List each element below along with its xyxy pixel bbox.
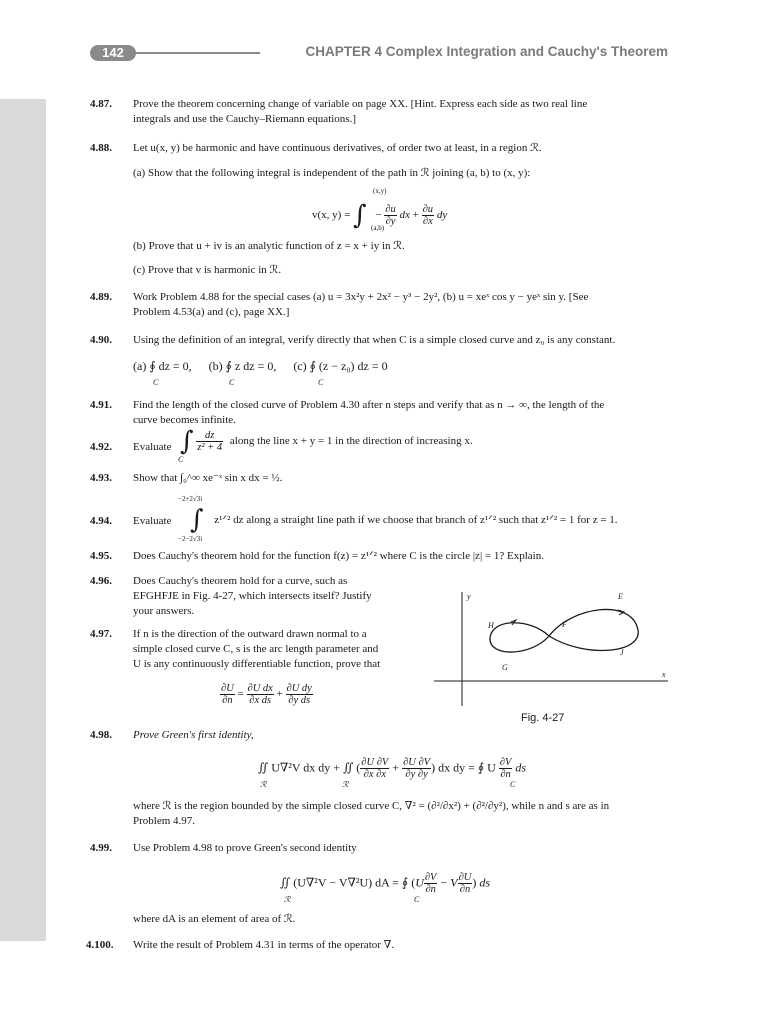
label-j: J [620, 648, 624, 657]
integral-4-94 [190, 505, 618, 535]
problem-number: 4.100. [86, 939, 114, 951]
integral-sign: ∫ [190, 505, 204, 535]
contour-label: C [510, 780, 516, 789]
integral-upper-limit: −2+2√3i [178, 495, 203, 503]
contour-label: C [414, 895, 420, 904]
text-line: Work Problem 4.88 for the special cases (a) u = 3x²y + 2x² − y³ − 2y², (b) u = xeˣ cos y − yeˣ sin y. [See [133, 291, 589, 303]
equation-c: (c) ∮ (z − z₀) dz = 0 [293, 359, 388, 373]
text-line: EFGHFJE in Fig. 4-27, which intersects itself? Justify [133, 590, 372, 602]
text-line: U is any continuously differentiable function, prove that [133, 658, 381, 670]
problem-text: Evaluate [133, 515, 172, 527]
where-text: Problem 4.97. [133, 815, 196, 827]
problem-text [133, 627, 380, 672]
equation-part: ∬ U∇²V dx dy + [258, 760, 341, 775]
contour-label: C [153, 378, 159, 387]
problem-text [133, 398, 604, 428]
fraction: $\frac{dz}{\text{z² + 4}}$ [197, 430, 223, 453]
part-c: (c) Prove that v is harmonic in ℛ. [133, 264, 282, 276]
integral-4-92 [180, 426, 473, 457]
part-a: (a) Show that the following integral is independent of the path in ℛ joining (a, b) to (x, y): [133, 167, 531, 179]
equation-part: ∬ [343, 760, 354, 775]
problem-text: Show that ∫₀^∞ xe⁻ˣ sin x dx = ½. [133, 472, 283, 484]
integral-sign: ∫ [353, 200, 367, 231]
label-y: y [467, 592, 471, 601]
problem-text [133, 97, 587, 127]
green-second-identity: ∬ (U∇²V − V∇²U) dA = ∮ (U $\frac{\partial V}{\partial n}$ − V $\frac{\partial U}{\partial n}$ ) ds [280, 872, 491, 895]
contour-label: C [178, 455, 184, 464]
problem-text [133, 290, 588, 320]
chapter-title: CHAPTER 4 Complex Integration and Cauchy's Theorem [305, 44, 668, 59]
problem-text: z¹ᐟ² dz along a straight line path if we choose that branch of z¹ᐟ² such that z¹ᐟ² = 1 for z = 1. [214, 513, 618, 526]
problem-text: Using the definition of an integral, verify directly that when C is a simple closed curve and z₀ is any constant. [133, 334, 616, 346]
green-first-identity: ∬ U∇²V dx dy + ∬ ( $\frac{\partial U \partial V}{\partial x \partial x}$ + $\frac{\partial U \partial V}{\partial y \partial y}$ ) dx dy = ∮ U $\frac{\partial V}{\partial n}$ ds [258, 757, 527, 780]
text-line: curve becomes infinite. [133, 414, 236, 426]
text-line: Problem 4.53(a) and (c), page XX.] [133, 306, 290, 318]
where-text: where ℛ is the region bounded by the simple closed curve C, ∇² = (∂²/∂x²) + (∂²/∂y²), while n and s are as in [133, 800, 610, 812]
problem-number: 4.87. [90, 98, 112, 110]
equation-4-97: $\frac{\partial U}{\partial n}$ = $\frac{\text{∂U dx}}{\text{∂x ds}}$ + $\frac{\text{∂U dy}}{\text{∂y ds}}$ [221, 683, 312, 706]
problem-number: 4.96. [90, 575, 112, 587]
part-b: (b) Prove that u + iv is an analytic function of z = x + iy in ℛ. [133, 240, 405, 252]
arrow-icon [618, 610, 624, 615]
text-line: simple closed curve C, s is the arc length parameter and [133, 643, 379, 655]
text-line: your answers. [133, 605, 195, 617]
contour-label: C [318, 378, 324, 387]
problem-number: 4.89. [90, 291, 112, 303]
equation-lhs: v(x, y) = [312, 209, 351, 222]
equation-a: (a) ∮ dz = 0, [133, 359, 192, 373]
left-margin-band [0, 99, 46, 941]
problem-text: Write the result of Problem 4.31 in terms of the operator ∇. [133, 939, 395, 951]
fraction: $\frac{\text{∂U dy}}{\text{∂y ds}}$ [286, 683, 312, 706]
curve-efghfje [490, 609, 638, 652]
fraction: $\frac{\partial u}{\partial y}$ [385, 204, 396, 227]
problem-text: Use Problem 4.98 to prove Green's second identity [133, 842, 357, 854]
problem-text: Evaluate [133, 441, 172, 453]
label-g: G [502, 663, 508, 672]
figure-caption: Fig. 4-27 [521, 712, 565, 724]
problem-number: 4.95. [90, 550, 112, 562]
region-label: ℛ [342, 780, 349, 789]
page-header [90, 45, 668, 61]
problem-number: 4.90. [90, 334, 112, 346]
text-line: Find the length of the closed curve of Problem 4.30 after n steps and verify that as n → ∞, the length of the [133, 399, 605, 411]
problem-number: 4.98. [90, 729, 112, 741]
label-e: E [618, 592, 623, 601]
fraction: $\frac{\text{∂U dx}}{\text{∂x ds}}$ [247, 683, 273, 706]
integral-lower-limit: (a,b) [371, 224, 385, 232]
label-f: F [562, 620, 567, 629]
problem-text: Does Cauchy's theorem hold for the function f(z) = z¹ᐟ² where C is the circle |z| = 1? Explain. [133, 550, 544, 562]
equation-part: ∬ (U∇²V − V∇²U) dA = ∮ [280, 875, 409, 890]
equation-b: (b) ∮ z dz = 0, [208, 359, 277, 373]
label-h: H [488, 621, 494, 630]
header-rule [136, 52, 260, 54]
text-line: integrals and use the Cauchy–Riemann equations.] [133, 113, 356, 125]
figure-4-27 [432, 588, 672, 708]
fraction: $\frac{\partial u}{\partial x}$ [422, 204, 434, 227]
region-label: ℛ [284, 895, 291, 904]
equation-v: v(x, y) = ∫ − $\frac{\partial u}{\partial y}$ dx + $\frac{\partial u}{\partial x}$ dy [312, 200, 448, 231]
equation-part: ds [479, 875, 491, 890]
problem-text: along the line x + y = 1 in the direction of increasing x. [229, 435, 473, 448]
problem-number: 4.93. [90, 472, 112, 484]
integral-upper-limit: (x,y) [373, 187, 387, 195]
text-line: Prove the theorem concerning change of variable on page XX. [Hint. Express each side as two real line [133, 98, 588, 110]
integral-sign: ∫ [180, 426, 194, 457]
problem-number: 4.94. [90, 515, 112, 527]
equations-4-90 [133, 359, 388, 374]
problem-number: 4.99. [90, 842, 112, 854]
problem-text: Let u(x, y) be harmonic and have continuous derivatives, of order two at least, in a region ℛ. [133, 142, 542, 154]
page-number: 142 [90, 45, 136, 61]
equation-part: dx dy = ∮ U [438, 760, 496, 775]
problem-number: 4.97. [90, 628, 112, 640]
fraction: $\frac{\partial U}{\partial n}$ [221, 683, 234, 706]
problem-text [133, 574, 372, 619]
region-label: ℛ [260, 780, 267, 789]
problem-text: Prove Green's first identity, [133, 729, 254, 741]
contour-label: C [229, 378, 235, 387]
problem-number: 4.88. [90, 142, 112, 154]
problem-number: 4.92. [90, 441, 112, 453]
text-line: Does Cauchy's theorem hold for a curve, such as [133, 575, 348, 587]
problem-number: 4.91. [90, 399, 112, 411]
text-line: If n is the direction of the outward drawn normal to a [133, 628, 367, 640]
where-text: where dA is an element of area of ℛ. [133, 913, 296, 925]
label-x: x [662, 670, 666, 679]
integral-lower-limit: −2−2√3i [178, 535, 203, 543]
